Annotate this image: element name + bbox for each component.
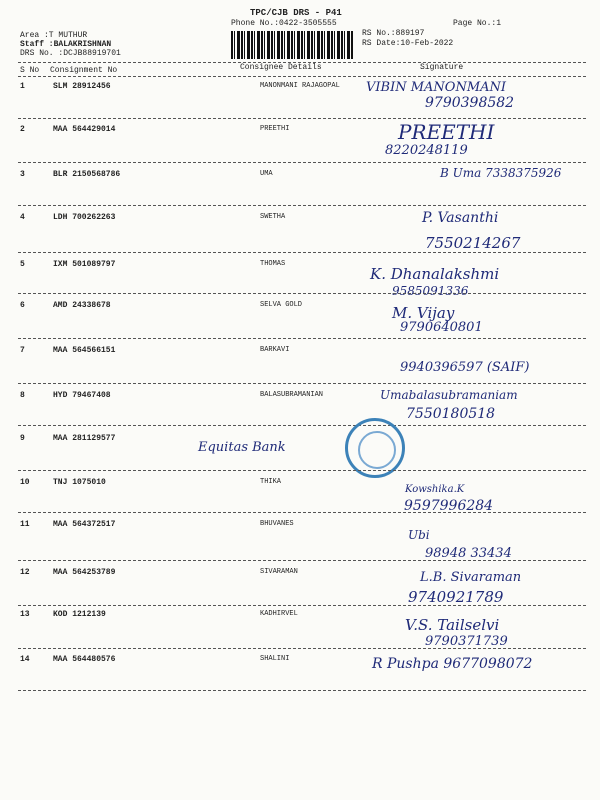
row-consignee: THIKA	[260, 478, 282, 486]
signature-phone: 7550214267	[425, 234, 521, 252]
row-consignee: THOMAS	[260, 260, 286, 268]
row-consignment: AMD 24338678	[53, 301, 111, 310]
page-number: Page No.:1	[453, 19, 502, 28]
row-consignment: MAA 564480576	[53, 655, 116, 664]
divider	[18, 205, 586, 206]
row-sno: 13	[20, 610, 30, 619]
row-sno: 2	[20, 125, 25, 134]
row-consignee: BARKAVI	[260, 346, 290, 354]
row-consignee: BALASUBRAMANIAN	[260, 391, 324, 399]
barcode	[231, 31, 353, 59]
signature: P. Vasanthi	[422, 210, 499, 226]
divider	[18, 118, 586, 119]
signature: L.B. Sivaraman	[420, 570, 522, 585]
col-sno: S No	[20, 66, 40, 75]
signature-phone: 8220248119	[385, 143, 468, 158]
area-label: Area :T MUTHUR	[20, 31, 88, 40]
signature: Umabalasubramaniam	[380, 388, 518, 402]
table-row	[0, 125, 600, 139]
row-consignee: Equitas Bank	[198, 440, 286, 455]
col-consignee: Consignee Details	[240, 63, 322, 72]
signature-phone: 9597996284	[404, 498, 494, 514]
signature-phone: 98948 33434	[425, 546, 512, 561]
signature-phone: 9585091336	[392, 284, 469, 298]
row-consignment: MAA 281129577	[53, 434, 116, 443]
divider	[18, 470, 586, 471]
divider	[18, 690, 586, 691]
signature: 9940396597 (SAIF)	[400, 360, 530, 375]
row-consignee: BHUVANES	[260, 520, 294, 528]
rs-date: RS Date:10-Feb-2022	[362, 39, 454, 48]
divider	[18, 605, 586, 606]
row-sno: 11	[20, 520, 30, 529]
row-consignee: UMA	[260, 170, 273, 178]
row-sno: 4	[20, 213, 25, 222]
divider	[18, 293, 586, 294]
table-row	[0, 610, 600, 624]
row-consignee: SIVARAMAN	[260, 568, 298, 576]
staff-label: Staff :BALAKRISHNAN	[20, 40, 112, 49]
col-signature: Signature	[420, 63, 464, 72]
signature-phone: 9740921789	[408, 588, 504, 606]
row-consignment: MAA 564429014	[53, 125, 116, 134]
table-row	[0, 520, 600, 534]
signature: R Pushpa 9677098072	[372, 656, 533, 672]
signature-phone: 9790398582	[425, 95, 515, 111]
row-sno: 8	[20, 391, 25, 400]
row-consignment: LDH 700262263	[53, 213, 116, 222]
signature: VIBIN MANONMANI	[366, 80, 507, 95]
row-consignee: SWETHA	[260, 213, 286, 221]
row-consignment: BLR 2150568786	[53, 170, 121, 179]
divider	[18, 648, 586, 649]
row-consignee: MANONMANI RAJAGOPAL	[260, 82, 340, 90]
signature: Kowshika.K	[405, 484, 465, 495]
row-consignment: MAA 564566151	[53, 346, 116, 355]
table-row	[0, 213, 600, 227]
divider	[18, 512, 586, 513]
row-sno: 12	[20, 568, 30, 577]
rs-number: RS No.:889197	[362, 29, 425, 38]
row-sno: 1	[20, 82, 25, 91]
row-consignee: PREETHI	[260, 125, 290, 133]
divider	[18, 162, 586, 163]
row-consignment: MAA 564372517	[53, 520, 116, 529]
row-sno: 5	[20, 260, 25, 269]
divider	[18, 252, 586, 253]
row-consignment: KOD 1212139	[53, 610, 106, 619]
signature: V.S. Tailselvi	[405, 616, 500, 634]
signature: K. Dhanalakshmi	[370, 265, 500, 283]
row-sno: 3	[20, 170, 25, 179]
table-row	[0, 478, 600, 492]
signature: M. Vijay	[392, 304, 455, 322]
phone-number: Phone No.:0422-3505555	[231, 19, 337, 28]
row-consignment: SLM 28912456	[53, 82, 111, 91]
table-row	[0, 434, 600, 448]
drs-number: DRS No. :DCJB88919701	[20, 49, 121, 58]
divider	[18, 76, 586, 77]
table-row	[0, 301, 600, 315]
signature-phone: 9790640801	[400, 320, 483, 335]
row-consignment: HYD 79467408	[53, 391, 111, 400]
row-sno: 9	[20, 434, 25, 443]
divider	[18, 425, 586, 426]
row-consignee: KADHIRVEL	[260, 610, 298, 618]
row-consignee: SELVA GOLD	[260, 301, 303, 309]
signature-phone: 7550180518	[406, 406, 496, 422]
row-sno: 10	[20, 478, 30, 487]
col-consignment: Consignment No	[50, 66, 118, 75]
row-sno: 6	[20, 301, 25, 310]
divider	[18, 383, 586, 384]
signature: PREETHI	[398, 120, 495, 144]
table-row	[0, 346, 600, 360]
row-sno: 14	[20, 655, 30, 664]
row-consignment: IXM 501089797	[53, 260, 116, 269]
row-consignee: SHALINI	[260, 655, 290, 663]
row-sno: 7	[20, 346, 25, 355]
divider	[18, 560, 586, 561]
signature: B Uma 7338375926	[440, 166, 562, 180]
signature-phone: 9790371739	[425, 634, 508, 649]
divider	[18, 338, 586, 339]
table-row	[0, 260, 600, 274]
company-seal	[345, 418, 405, 478]
row-consignment: TNJ 1075010	[53, 478, 106, 487]
table-row	[0, 82, 600, 96]
page-title: TPC/CJB DRS - P41	[250, 8, 342, 18]
row-consignment: MAA 564253789	[53, 568, 116, 577]
signature: Ubi	[408, 528, 430, 542]
